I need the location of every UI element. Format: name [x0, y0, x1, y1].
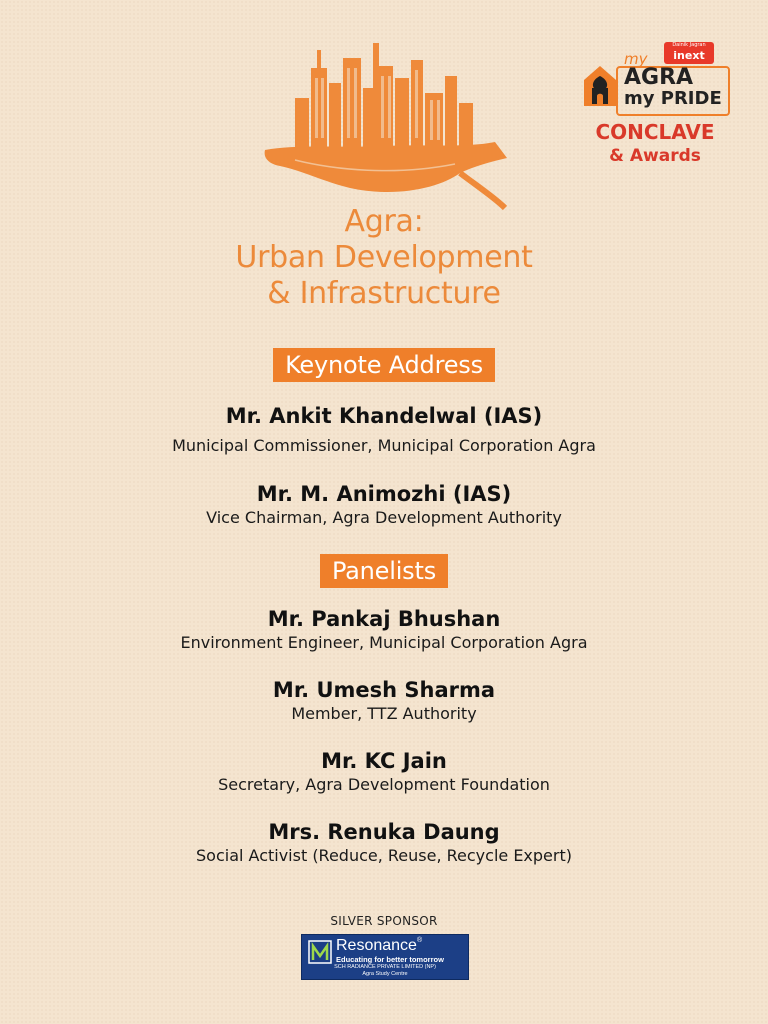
title-line-1: Agra:: [344, 204, 424, 239]
sponsor-logo: [301, 934, 469, 980]
title-line-2: Urban Development: [235, 240, 533, 275]
inext-badge: [664, 42, 714, 64]
panelist-4: [0, 819, 768, 867]
sponsor-name: [336, 937, 422, 955]
city-in-hand-illustration: [255, 38, 515, 210]
panelist-1: [0, 606, 768, 654]
awards-text: & Awards: [609, 146, 701, 166]
sponsor-name-text: Resonance: [336, 937, 417, 954]
panelist-name: Mr. Umesh Sharma: [272, 678, 496, 702]
inext-text: inext: [673, 49, 705, 62]
speaker-name: Mr. Ankit Khandelwal (IAS): [225, 404, 543, 428]
panelist-2: [0, 677, 768, 725]
sponsor-company: SCH RADIANCE PRIVATE LIMITED (NP): [334, 964, 436, 970]
registered-mark: ®: [416, 937, 423, 944]
conclave-text: CONCLAVE: [595, 120, 715, 144]
sponsor-label: SILVER SPONSOR: [330, 914, 438, 928]
speaker-name: Mr. M. Animozhi (IAS): [256, 482, 512, 506]
keynote-heading: Keynote Address: [273, 348, 495, 382]
agra-logo-text: AGRA: [624, 65, 694, 90]
event-title: [0, 204, 768, 312]
panelist-role: Secretary, Agra Development Foundation: [218, 775, 550, 794]
my-text: my: [624, 50, 648, 68]
panelist-3: [0, 748, 768, 796]
speaker-role: Municipal Commissioner, Municipal Corporation Agra: [172, 436, 596, 455]
panelist-name: Mr. Pankaj Bhushan: [267, 607, 501, 631]
keynote-speaker-2: [0, 481, 768, 529]
resonance-r-icon: [308, 940, 332, 964]
speaker-role: Vice Chairman, Agra Development Authority: [206, 508, 562, 527]
taj-mahal-icon: [580, 64, 620, 108]
title-line-3: & Infrastructure: [267, 276, 501, 311]
my-pride-logo-text: my PRIDE: [624, 88, 722, 109]
panelist-name: Mr. KC Jain: [321, 749, 447, 773]
panelist-role: Social Activist (Reduce, Reuse, Recycle Expert): [196, 846, 572, 865]
panelist-name: Mrs. Renuka Daung: [268, 820, 500, 844]
panelist-role: Environment Engineer, Municipal Corporation Agra: [180, 633, 588, 652]
keynote-speaker-1: [0, 403, 768, 457]
panelists-heading: Panelists: [320, 554, 448, 588]
sponsor-centre: Agra Study Centre: [362, 971, 408, 977]
panelist-role: Member, TTZ Authority: [291, 704, 477, 723]
dainik-jagran-text: Dainik Jagran: [672, 42, 706, 48]
sponsor-tagline: Educating for better tomorrow: [336, 955, 444, 964]
